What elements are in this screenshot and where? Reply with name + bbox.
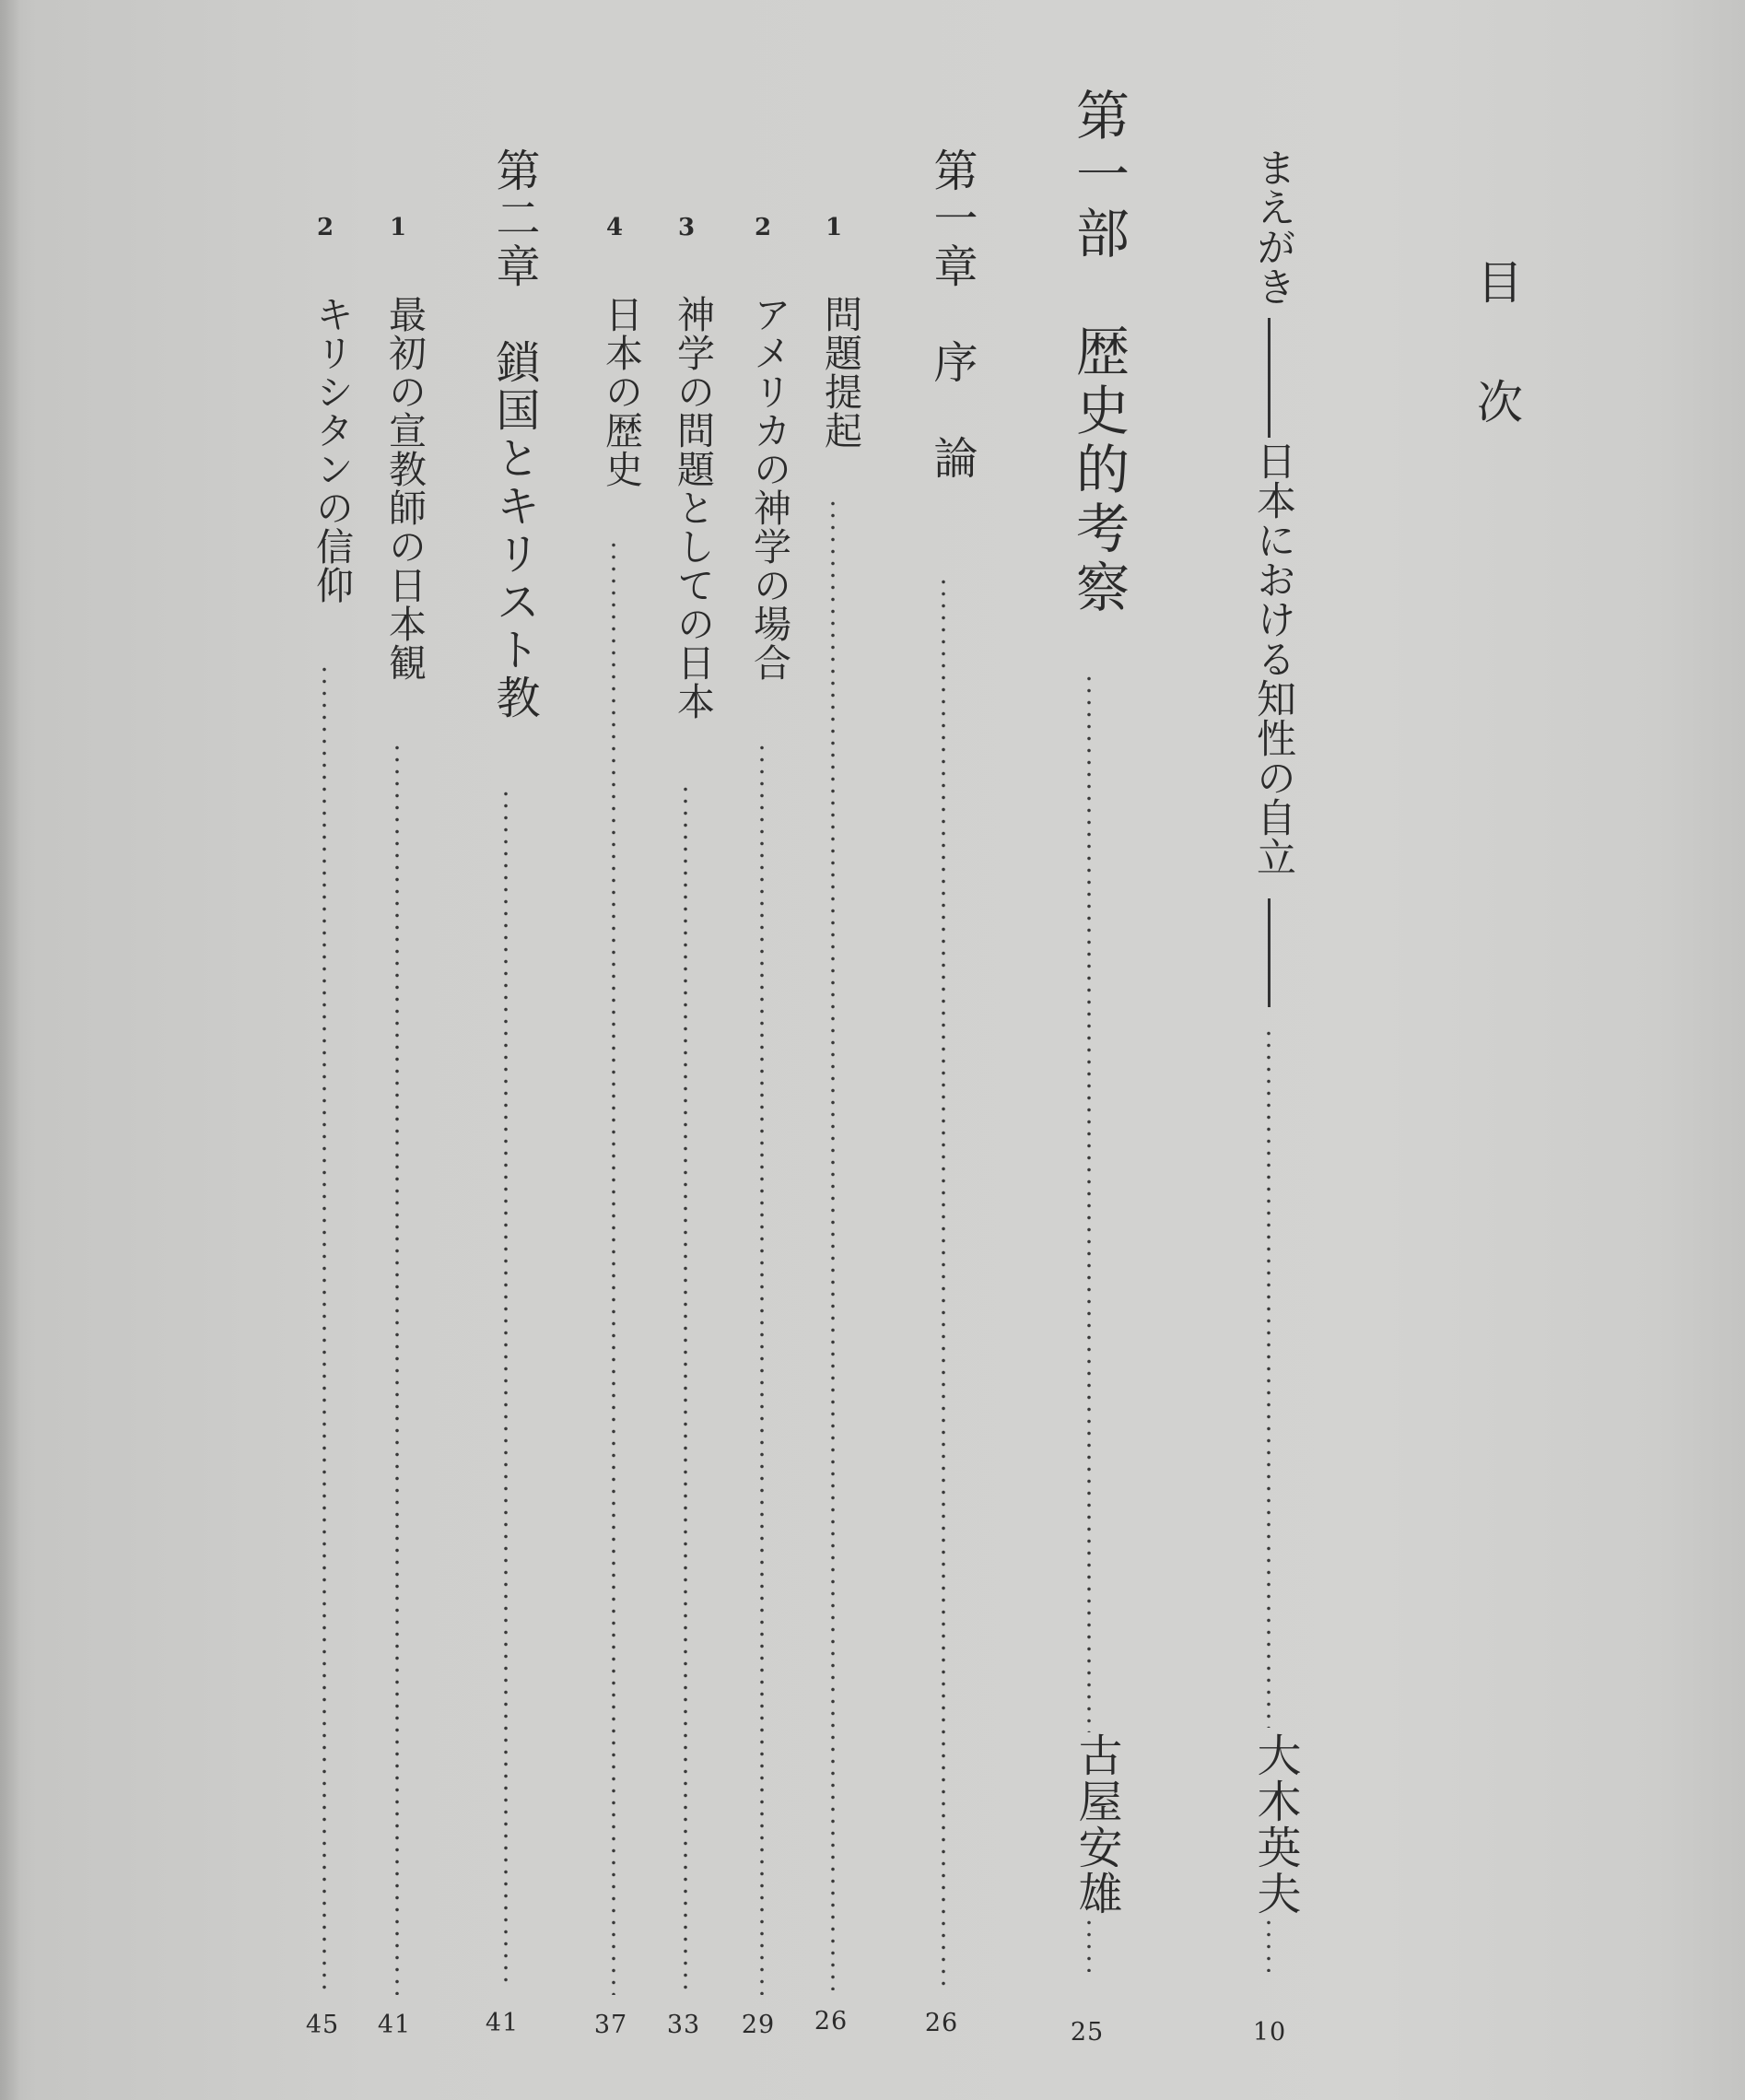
preface-author: 大木英夫 bbox=[1249, 1732, 1301, 1917]
preface-leader-dots bbox=[1267, 1027, 1271, 1728]
part1-heading: 第一部 歴史的考察 bbox=[1067, 88, 1130, 618]
section-leader-dots bbox=[760, 742, 764, 1995]
part1-author: 古屋安雄 bbox=[1071, 1732, 1122, 1917]
section-leader-dots bbox=[395, 742, 399, 1995]
section-title: 日本の歴史 bbox=[599, 295, 643, 488]
preface-dash-left bbox=[1268, 318, 1271, 438]
section-title: 問題提起 bbox=[818, 295, 862, 450]
preface-leader-dots-2 bbox=[1267, 1917, 1271, 1972]
section-number: 4 bbox=[605, 214, 624, 241]
section-title: アメリカの神学の場合 bbox=[747, 295, 791, 682]
section-leader-dots bbox=[684, 783, 687, 1995]
part1-leader-dots-2 bbox=[1087, 1917, 1091, 1972]
section-page-number: 37 bbox=[593, 2011, 628, 2039]
section-page-number: 33 bbox=[666, 2011, 701, 2039]
section-leader-dots bbox=[831, 498, 835, 1990]
section-page-number: 45 bbox=[305, 2011, 340, 2039]
preface-page-number: 10 bbox=[1252, 2018, 1287, 2047]
section-title: 神学の問題としての日本 bbox=[671, 295, 715, 721]
preface-subtitle: 日本における知性の自立 bbox=[1250, 440, 1296, 876]
section-number: 2 bbox=[754, 214, 772, 241]
section-leader-dots bbox=[322, 663, 326, 1995]
preface-dash-right bbox=[1268, 898, 1271, 1007]
chapter1-page-number: 26 bbox=[924, 2009, 959, 2037]
chapter2-leader-dots bbox=[504, 788, 508, 1986]
section-title: 最初の宣教師の日本観 bbox=[382, 295, 427, 682]
section-number: 1 bbox=[389, 214, 407, 241]
chapter2-heading: 第二章 鎖国とキリスト教 bbox=[488, 147, 540, 722]
page-title: 目次 bbox=[1470, 258, 1523, 498]
gutter-shadow bbox=[0, 0, 20, 2100]
section-number: 3 bbox=[677, 214, 696, 241]
section-page-number: 26 bbox=[814, 2007, 849, 2035]
chapter2-page-number: 41 bbox=[485, 2009, 520, 2037]
section-page-number: 41 bbox=[377, 2011, 412, 2039]
section-title: キリシタンの信仰 bbox=[310, 295, 354, 604]
preface-label: まえがき bbox=[1250, 147, 1296, 306]
section-page-number: 29 bbox=[741, 2011, 776, 2039]
part1-leader-dots bbox=[1087, 673, 1091, 1732]
section-leader-dots bbox=[612, 539, 615, 1995]
part1-page-number: 25 bbox=[1070, 2018, 1105, 2047]
section-number: 1 bbox=[825, 214, 843, 241]
chapter1-leader-dots bbox=[942, 576, 945, 1986]
chapter1-heading: 第一章 序 論 bbox=[926, 147, 978, 483]
section-number: 2 bbox=[316, 214, 334, 241]
